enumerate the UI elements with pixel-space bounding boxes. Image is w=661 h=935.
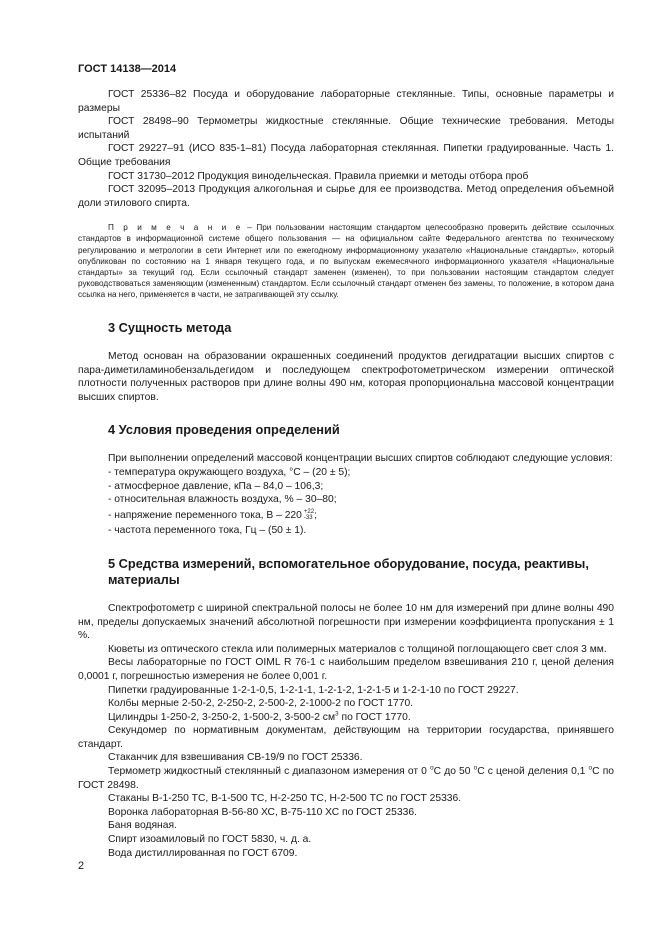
reference-item: ГОСТ 29227–91 (ИСО 835-1–81) Посуда лабораторная стеклянная. Пипетки градуированные. Часть 1. Общие требования — [78, 143, 614, 168]
equipment-item: Спирт изоамиловый по ГОСТ 5830, ч. д. а. — [108, 834, 312, 846]
equipment-item: Спектрофотометр с шириной спектральной полосы не более 10 нм для измерений при длине волны 490 нм, пределы допускаемых значений абсолютной погрешности при измерении коэффициента пропускания ± 1 %. — [78, 602, 614, 642]
document-header: ГОСТ 14138—2014 — [78, 63, 177, 75]
document-body — [78, 88, 614, 860]
voltage-tolerance — [304, 509, 314, 521]
thermometer-text: С до 50 — [433, 766, 474, 778]
equipment-item: Вода дистиллированная по ГОСТ 6709. — [108, 847, 298, 859]
reference-item: ГОСТ 32095–2013 Продукция алкогольная и сырье для ее производства. Метод определения объемной доли этилового спирта. — [78, 184, 614, 209]
thermometer-text: С с ценой деления 0,1 — [477, 766, 589, 778]
equipment-item: Баня водяная. — [108, 820, 177, 832]
equipment-item — [78, 765, 614, 792]
voltage-suffix: ; — [314, 509, 317, 521]
equipment-item: Секундомер по нормативным документам, действующим на территории государства, принявшего стандарт. — [78, 725, 614, 750]
thermometer-text: Термометр жидкостный стеклянный с диапазоном измерения от 0 — [108, 766, 431, 778]
section-4-heading: 4 Условия проведения определений — [108, 422, 340, 438]
voltage-upper: +22 — [303, 509, 315, 516]
note-paragraph — [78, 222, 614, 300]
degree-mark: о — [473, 764, 478, 772]
condition-item: - атмосферное давление, кПа – 84,0 – 106,3; — [108, 480, 324, 492]
section-3-text: Метод основан на образовании окрашенных соединений продуктов дегидратации высших спиртов с пара-диметиламинобензальдегидом и последующем спектрофотометрическом измерении оптической плотности полученных растворов при длине волны 490 нм, которая пропорциональна массовой концентрации высших спиртов. — [78, 351, 614, 403]
degree-mark: о — [588, 764, 593, 772]
reference-item: ГОСТ 28498–90 Термометры жидкостные стеклянные. Общие технические требования. Методы испытаний — [78, 116, 614, 141]
equipment-item: Воронка лабораторная В-56-80 ХС, В-75-110 ХС по ГОСТ 25336. — [108, 806, 417, 818]
condition-voltage — [78, 509, 614, 523]
degree-mark: о — [430, 764, 434, 772]
note-text: – При пользовании настоящим стандартом целесообразно проверить действие ссылочных стандартов в информационной системе общего пользования — на официальном сайте Федерального агентства по техническому регулированию и метрологии в сети Интернет или по ежегодному информационному указателю «Национальные стандарты», который опубликован по состоянию на 1 января текущего года, и по выпускам ежемесячного информационного указателя «Национальные стандарты» за текущий год. Если ссылочный стандарт заменен (изменен), то при пользовании настоящим стандартом следует руководствоваться заменяющим (измененным) стандартом. Если ссылочный стандарт отменен без замены, то положение, в котором дана ссылка на него, применяется в части, не затрагивающей эту ссылку. — [78, 223, 614, 299]
condition-item: - частота переменного тока, Гц – (50 ± 1). — [108, 525, 307, 537]
equipment-item — [78, 711, 614, 725]
voltage-text: - напряжение переменного тока, В – 220 — [108, 509, 302, 521]
page-number: 2 — [78, 860, 85, 872]
note-label: П р и м е ч а н и е — [108, 223, 243, 233]
cylinders-text-end: по ГОСТ 1770. — [338, 711, 411, 723]
equipment-item: Колбы мерные 2-50-2, 2-250-2, 2-500-2, 2-1000-2 по ГОСТ 1770. — [108, 698, 414, 710]
cubic-superscript: 3 — [335, 710, 339, 718]
section-3-heading: 3 Сущность метода — [108, 320, 232, 335]
equipment-item: Весы лабораторные по ГОСТ OIML R 76-1 с наибольшим пределом взвешивания 210 г, ценой деления 0,0001 г, погрешностью измерения не более 0,001 г. — [78, 657, 614, 682]
reference-item: ГОСТ 31730–2012 Продукция винодельческая. Правила приемки и методы отбора проб — [108, 170, 529, 182]
voltage-lower: -33 — [303, 515, 313, 522]
reference-item: ГОСТ 25336–82 Посуда и оборудование лабораторные стеклянные. Типы, основные параметры и размеры — [78, 89, 614, 114]
condition-item: - относительная влажность воздуха, % – 30–80; — [108, 494, 337, 506]
equipment-item: Стаканчик для взвешивания СВ-19/9 по ГОСТ 25336. — [108, 752, 363, 764]
section-4-intro: При выполнении определений массовой концентрации высших спиртов соблюдают следующие условия: — [108, 453, 613, 465]
equipment-item: Пипетки градуированные 1-2-1-0,5, 1-2-1-1, 1-2-1-2, 1-2-1-5 и 1-2-1-10 по ГОСТ 29227. — [108, 684, 519, 696]
cylinders-text: Цилиндры 1-250-2, 3-250-2, 1-500-2, 3-500-2 см — [108, 711, 336, 723]
section-5-heading: 5 Средства измерений, вспомогательное оборудование, посуда, реактивы, материалы — [108, 555, 589, 587]
thermometer-text: С по ГОСТ 28498. — [78, 766, 614, 791]
condition-item: - температура окружающего воздуха, °C – (20 ± 5); — [108, 466, 351, 478]
equipment-item: Кюветы из оптического стекла или полимерных материалов с толщиной поглощающего свет слоя 3 мм. — [108, 643, 607, 655]
equipment-item: Стаканы В-1-250 ТС, В-1-500 ТС, Н-2-250 ТС, Н-2-500 ТС по ГОСТ 25336. — [108, 793, 462, 805]
